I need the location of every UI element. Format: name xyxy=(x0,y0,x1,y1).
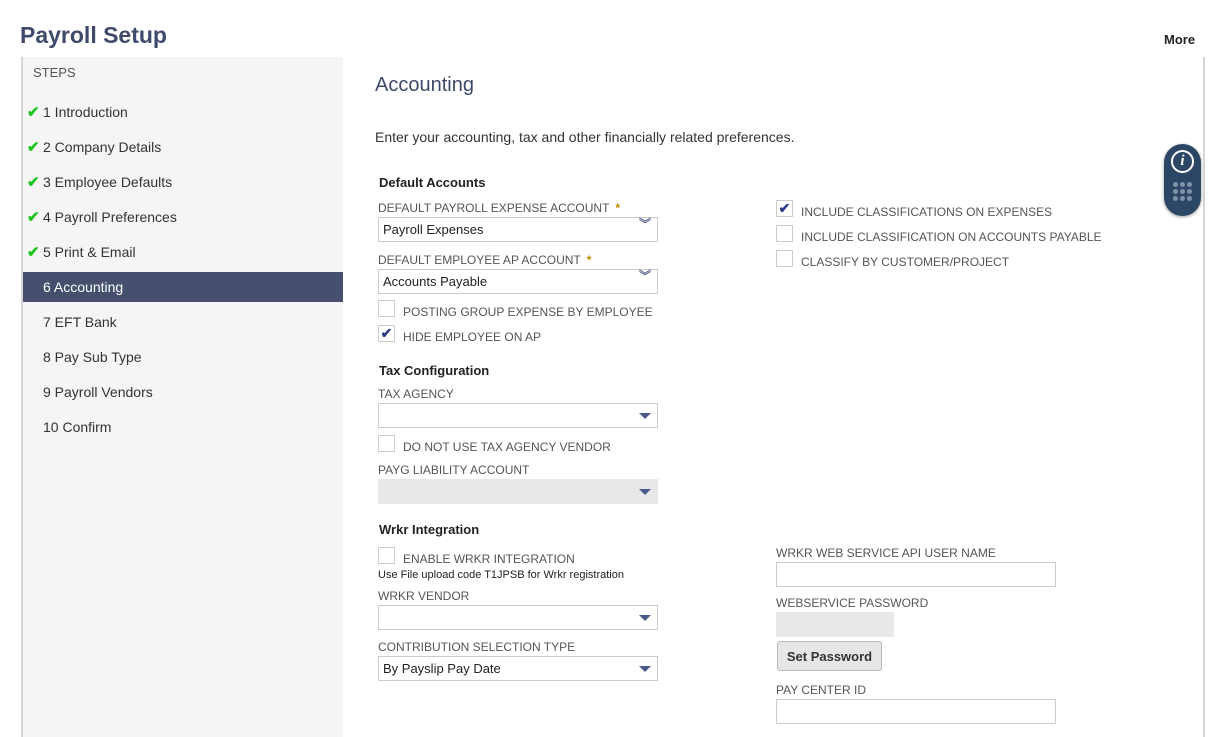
grid-menu-icon[interactable] xyxy=(1173,182,1193,201)
checkmark-icon[interactable]: ✔ xyxy=(776,200,793,217)
step-item[interactable] xyxy=(23,167,343,197)
more-menu[interactable]: More xyxy=(1164,32,1196,47)
expense-account-label: DEFAULT PAYROLL EXPENSE ACCOUNT * xyxy=(378,201,621,215)
step-item[interactable] xyxy=(23,132,343,162)
step-item[interactable] xyxy=(23,97,343,127)
caret-down-icon xyxy=(639,489,651,495)
steps-sidebar xyxy=(21,57,343,737)
tax-configuration-heading: Tax Configuration xyxy=(379,363,490,378)
wrkr-vendor-label: WRKR VENDOR xyxy=(378,589,470,603)
expense-account-select[interactable]: Payroll Expenses ︾ xyxy=(378,217,658,242)
checkbox-box[interactable] xyxy=(776,250,793,267)
section-title: Accounting xyxy=(375,74,474,96)
checkmark-icon[interactable]: ✔ xyxy=(378,325,395,342)
no-tax-agency-vendor-checkbox[interactable]: DO NOT USE TAX AGENCY VENDOR xyxy=(378,438,611,455)
caret-down-icon xyxy=(639,666,651,672)
step-label: 6 Accounting xyxy=(43,279,124,295)
step-item[interactable] xyxy=(23,202,343,232)
wrkr-note: Use File upload code T1JPSB for Wrkr registration xyxy=(378,569,624,581)
double-chevron-down-icon: ︾ xyxy=(638,217,651,231)
classify-customer-checkbox[interactable]: CLASSIFY BY CUSTOMER/PROJECT xyxy=(776,253,1009,270)
step-label: 3 Employee Defaults xyxy=(43,174,173,190)
default-accounts-heading: Default Accounts xyxy=(379,175,486,190)
checkmark-icon: ✔ xyxy=(27,174,40,191)
checkmark-icon: ✔ xyxy=(27,139,40,156)
pay-center-label: PAY CENTER ID xyxy=(776,683,867,697)
step-label: 2 Company Details xyxy=(43,139,162,155)
step-label: 7 EFT Bank xyxy=(43,314,117,330)
pay-center-input[interactable] xyxy=(776,699,1056,724)
api-user-label: WRKR WEB SERVICE API USER NAME xyxy=(776,546,996,560)
ap-account-select[interactable]: Accounts Payable ︾ xyxy=(378,269,658,294)
hide-employee-checkbox[interactable]: ✔ HIDE EMPLOYEE ON AP xyxy=(378,328,541,345)
api-user-input[interactable] xyxy=(776,562,1056,587)
step-item[interactable] xyxy=(23,307,343,337)
enable-wrkr-checkbox[interactable]: ENABLE WRKR INTEGRATION xyxy=(378,550,575,567)
step-label: 1 Introduction xyxy=(43,104,128,120)
step-item[interactable] xyxy=(23,412,343,442)
tax-agency-select[interactable] xyxy=(378,403,658,428)
ap-account-label: DEFAULT EMPLOYEE AP ACCOUNT * xyxy=(378,253,592,267)
wrkr-vendor-select[interactable] xyxy=(378,605,658,630)
page-title: Payroll Setup xyxy=(20,22,167,48)
step-label: 10 Confirm xyxy=(43,419,112,435)
step-label: 5 Print & Email xyxy=(43,244,136,260)
step-item[interactable] xyxy=(23,342,343,372)
checkbox-box[interactable] xyxy=(378,435,395,452)
payg-liability-label: PAYG LIABILITY ACCOUNT xyxy=(378,463,530,477)
step-item[interactable] xyxy=(23,237,343,267)
checkmark-icon: ✔ xyxy=(27,209,40,226)
checkbox-box[interactable] xyxy=(776,225,793,242)
step-label: 9 Payroll Vendors xyxy=(43,384,153,400)
checkmark-icon: ✔ xyxy=(27,104,40,121)
step-label: 4 Payroll Preferences xyxy=(43,209,177,225)
payg-liability-select[interactable] xyxy=(378,479,658,504)
section-description: Enter your accounting, tax and other financially related preferences. xyxy=(375,129,795,145)
caret-down-icon xyxy=(639,615,651,621)
step-label: 8 Pay Sub Type xyxy=(43,349,142,365)
step-item[interactable] xyxy=(23,377,343,407)
caret-down-icon xyxy=(639,413,651,419)
posting-group-checkbox[interactable]: POSTING GROUP EXPENSE BY EMPLOYEE xyxy=(378,303,653,320)
wrkr-integration-heading: Wrkr Integration xyxy=(379,522,480,537)
include-classifications-expenses-checkbox[interactable]: ✔ INCLUDE CLASSIFICATIONS ON EXPENSES xyxy=(776,203,1052,220)
set-password-button[interactable]: Set Password xyxy=(777,641,882,671)
checkmark-icon: ✔ xyxy=(27,244,40,261)
info-icon[interactable]: i xyxy=(1171,150,1194,173)
double-chevron-down-icon: ︾ xyxy=(638,269,651,283)
contribution-type-label: CONTRIBUTION SELECTION TYPE xyxy=(378,640,576,654)
step-item[interactable] xyxy=(23,272,343,302)
checkbox-box[interactable] xyxy=(378,547,395,564)
password-label: WEBSERVICE PASSWORD xyxy=(776,596,929,610)
help-widget[interactable] xyxy=(1164,144,1201,216)
content-border xyxy=(1203,57,1205,737)
checkbox-box[interactable] xyxy=(378,300,395,317)
steps-label: STEPS xyxy=(33,65,76,80)
password-field xyxy=(776,612,894,637)
contribution-type-select[interactable]: By Payslip Pay Date xyxy=(378,656,658,681)
include-classification-ap-checkbox[interactable]: INCLUDE CLASSIFICATION ON ACCOUNTS PAYABLE xyxy=(776,228,1102,245)
tax-agency-label: TAX AGENCY xyxy=(378,387,454,401)
